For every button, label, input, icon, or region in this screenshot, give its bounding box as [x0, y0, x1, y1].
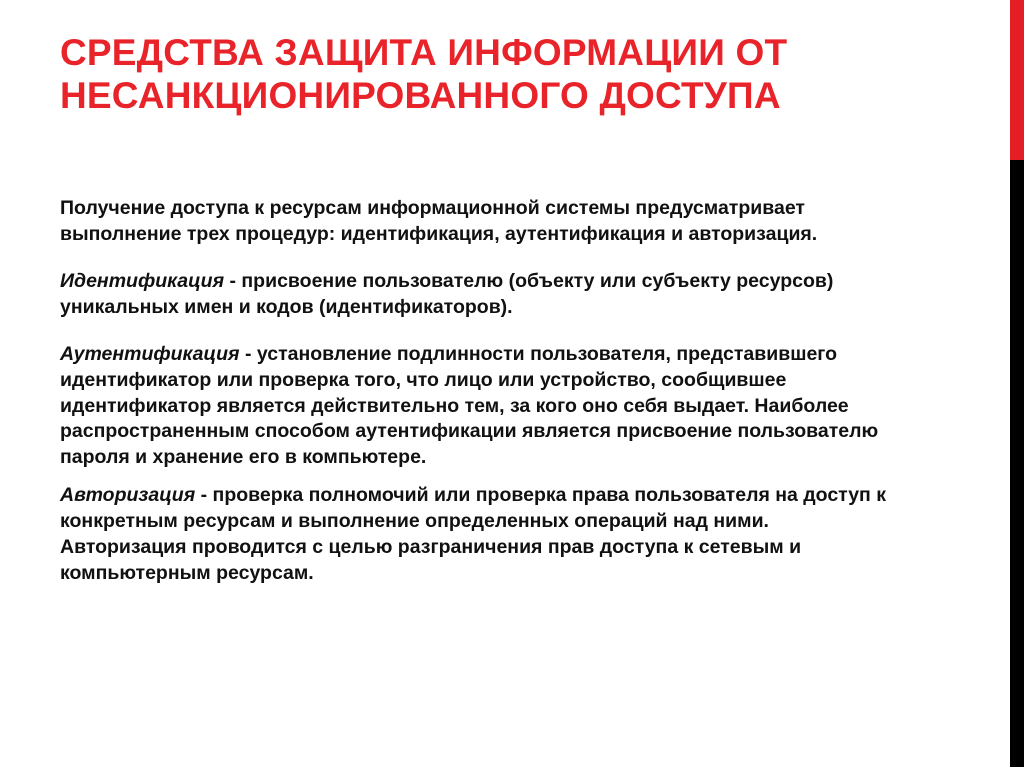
paragraph-authentication-text: - установление подлинности пользователя, представившего идентификатор или проверка того, что лицо или устройство, сообщившее идентификатор является действительно тем, за кого оно себя выдает. Наиболее распространенным способом аутентификации является присвоение пользователю пароля и хранение его в компьютере.	[60, 342, 879, 469]
paragraph-intro-text: Получение доступа к ресурсам информационной системы предусматривает выполнение трех процедур: идентификация, аутентификация и авторизация.	[60, 197, 818, 245]
decorative-bar-red	[1010, 0, 1024, 160]
paragraph-intro	[60, 196, 890, 248]
paragraph-authentication	[60, 342, 890, 472]
paragraph-identification-text: - присвоение пользователю (объекту или субъекту ресурсов) уникальных имен и кодов (идентификаторов).	[60, 269, 834, 318]
decorative-bar-black	[1010, 160, 1024, 767]
slide-title: СРЕДСТВА ЗАЩИТА ИНФОРМАЦИИ ОТ НЕСАНКЦИОНИРОВАННОГО ДОСТУПА	[60, 31, 788, 117]
slide-body	[60, 196, 890, 587]
paragraph-authorization	[60, 483, 890, 587]
term-authorization: Авторизация	[60, 484, 196, 507]
paragraph-authorization-text: - проверка полномочий или проверка права пользователя на доступ к конкретным ресурсам и выполнение определенных операций над ними. Авторизация проводится с целью разграничения прав доступа к сетевым и компьютерным ресурсам.	[60, 484, 887, 585]
term-authentication: Аутентификация	[60, 342, 240, 365]
paragraph-identification	[60, 269, 890, 321]
term-identification: Идентификация	[60, 269, 225, 292]
